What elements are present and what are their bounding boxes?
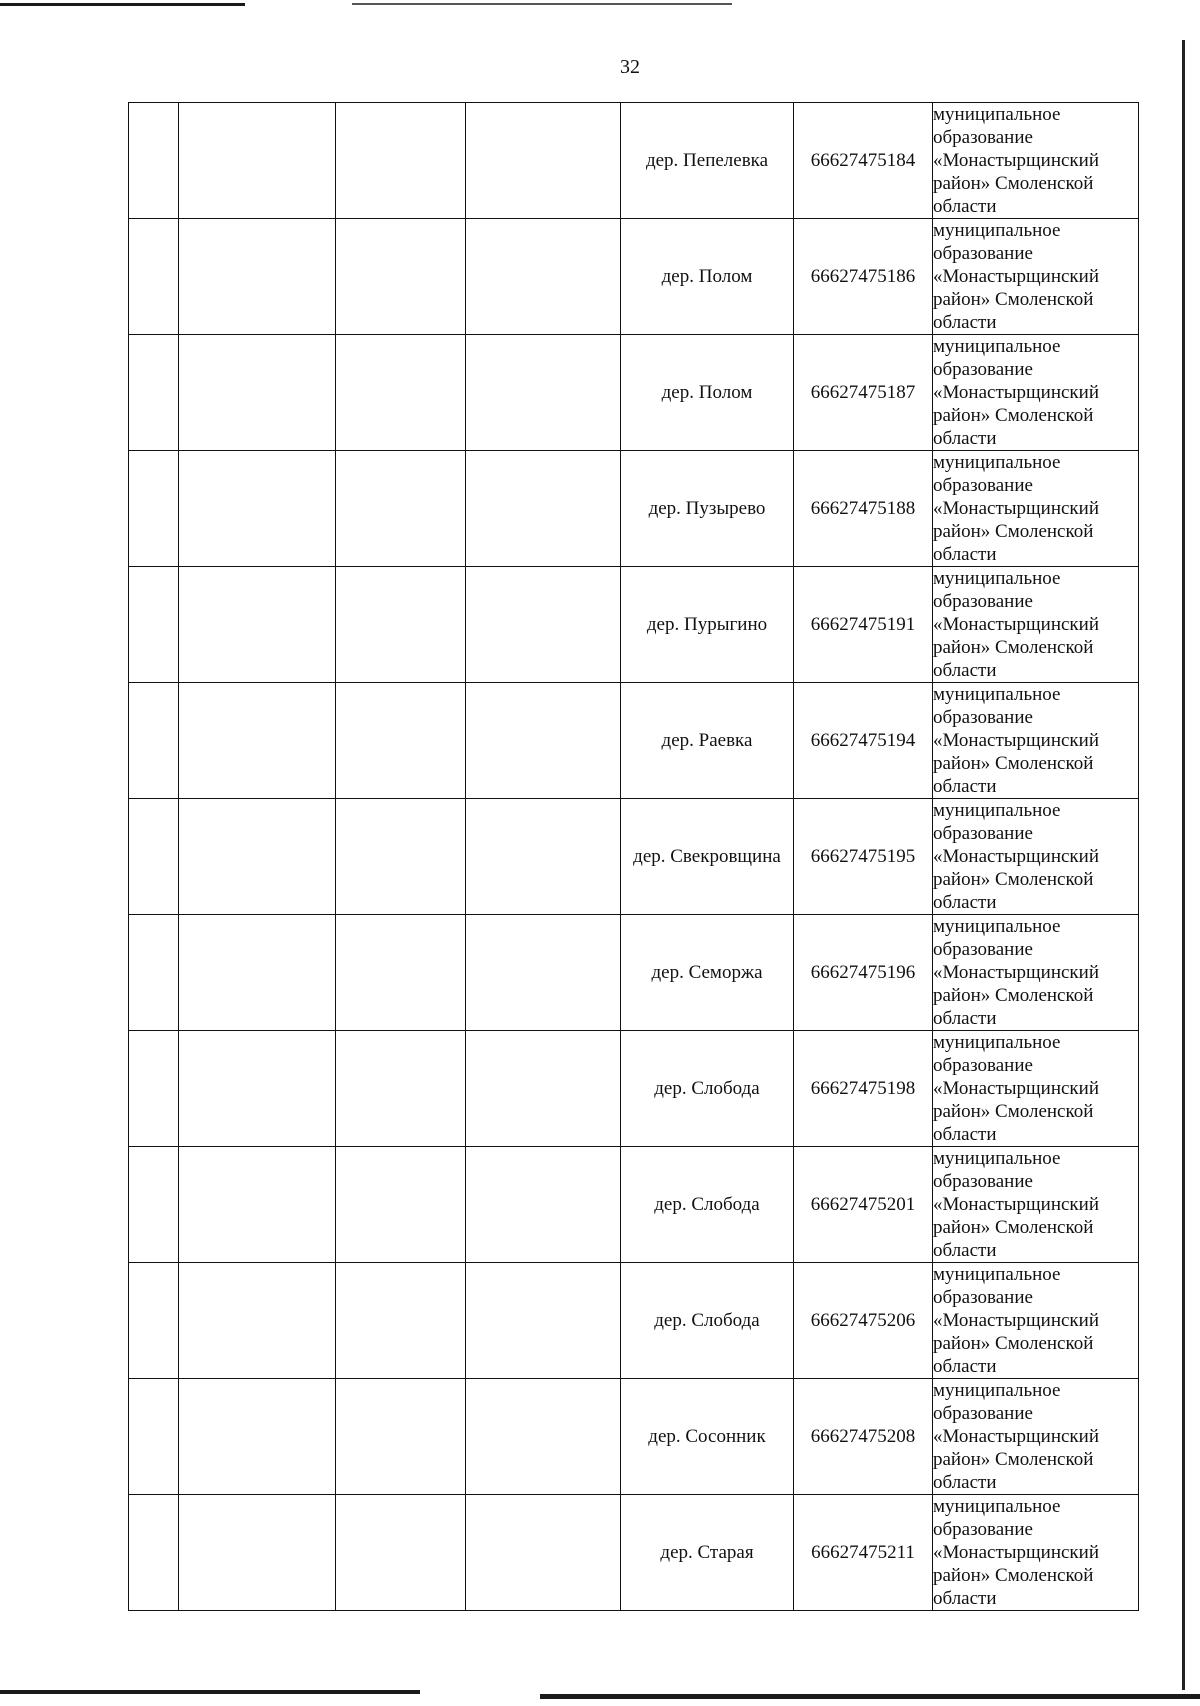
scan-artifact-top-left	[0, 3, 245, 6]
empty-cell	[179, 1147, 336, 1263]
municipal-entity-cell: муниципальное образование «Монастырщинский район» Смоленской области	[933, 799, 1139, 915]
empty-cell	[129, 1147, 179, 1263]
empty-cell	[466, 219, 621, 335]
empty-cell	[466, 567, 621, 683]
empty-cell	[129, 451, 179, 567]
empty-cell	[129, 1031, 179, 1147]
table-row	[129, 451, 1139, 567]
empty-cell	[129, 915, 179, 1031]
empty-cell	[129, 1379, 179, 1495]
table-row	[129, 219, 1139, 335]
empty-cell	[336, 1495, 466, 1611]
table-row	[129, 567, 1139, 683]
oktmo-code-cell: 66627475196	[794, 915, 933, 1031]
municipal-entity-cell: муниципальное образование «Монастырщинский район» Смоленской области	[933, 567, 1139, 683]
oktmo-code-cell: 66627475186	[794, 219, 933, 335]
empty-cell	[179, 567, 336, 683]
settlement-name-cell: дер. Слобода	[621, 1263, 794, 1379]
table-body	[129, 103, 1139, 1611]
empty-cell	[179, 335, 336, 451]
empty-cell	[179, 1379, 336, 1495]
municipal-entity-cell: муниципальное образование «Монастырщинский район» Смоленской области	[933, 1147, 1139, 1263]
empty-cell	[336, 1147, 466, 1263]
empty-cell	[466, 1495, 621, 1611]
scan-artifact-bottom-left	[0, 1690, 420, 1694]
empty-cell	[466, 915, 621, 1031]
oktmo-code-cell: 66627475208	[794, 1379, 933, 1495]
empty-cell	[336, 1263, 466, 1379]
oktmo-code-cell: 66627475191	[794, 567, 933, 683]
empty-cell	[466, 103, 621, 219]
municipal-entity-cell: муниципальное образование «Монастырщинский район» Смоленской области	[933, 1263, 1139, 1379]
oktmo-code-cell: 66627475184	[794, 103, 933, 219]
empty-cell	[466, 1379, 621, 1495]
table-row	[129, 103, 1139, 219]
municipal-entity-cell: муниципальное образование «Монастырщинский район» Смоленской области	[933, 1031, 1139, 1147]
empty-cell	[466, 683, 621, 799]
empty-cell	[336, 915, 466, 1031]
table-row	[129, 335, 1139, 451]
oktmo-code-cell: 66627475188	[794, 451, 933, 567]
empty-cell	[129, 103, 179, 219]
empty-cell	[336, 103, 466, 219]
table-row	[129, 1495, 1139, 1611]
oktmo-code-cell: 66627475194	[794, 683, 933, 799]
empty-cell	[179, 1495, 336, 1611]
settlement-name-cell: дер. Раевка	[621, 683, 794, 799]
oktmo-code-cell: 66627475206	[794, 1263, 933, 1379]
oktmo-code-cell: 66627475211	[794, 1495, 933, 1611]
settlement-name-cell: дер. Полом	[621, 219, 794, 335]
table-row	[129, 1147, 1139, 1263]
municipal-entity-cell: муниципальное образование «Монастырщинский район» Смоленской области	[933, 219, 1139, 335]
settlement-name-cell: дер. Свекровщина	[621, 799, 794, 915]
municipal-entity-cell: муниципальное образование «Монастырщинский район» Смоленской области	[933, 1495, 1139, 1611]
scan-artifact-bottom-right	[540, 1694, 1200, 1699]
settlement-name-cell: дер. Слобода	[621, 1031, 794, 1147]
settlements-table	[128, 102, 1139, 1611]
empty-cell	[179, 103, 336, 219]
empty-cell	[466, 1031, 621, 1147]
empty-cell	[336, 1379, 466, 1495]
empty-cell	[179, 451, 336, 567]
settlement-name-cell: дер. Пепелевка	[621, 103, 794, 219]
oktmo-code-cell: 66627475195	[794, 799, 933, 915]
empty-cell	[129, 335, 179, 451]
empty-cell	[129, 219, 179, 335]
table-row	[129, 915, 1139, 1031]
table-row	[129, 799, 1139, 915]
oktmo-code-cell: 66627475187	[794, 335, 933, 451]
empty-cell	[129, 1495, 179, 1611]
empty-cell	[336, 335, 466, 451]
empty-cell	[466, 1147, 621, 1263]
empty-cell	[179, 219, 336, 335]
settlement-name-cell: дер. Семоржа	[621, 915, 794, 1031]
empty-cell	[179, 1031, 336, 1147]
settlement-name-cell: дер. Пурыгино	[621, 567, 794, 683]
empty-cell	[179, 799, 336, 915]
settlement-name-cell: дер. Старая	[621, 1495, 794, 1611]
empty-cell	[336, 683, 466, 799]
page-number: 32	[620, 56, 640, 78]
oktmo-code-cell: 66627475198	[794, 1031, 933, 1147]
table-row	[129, 1031, 1139, 1147]
settlement-name-cell: дер. Слобода	[621, 1147, 794, 1263]
oktmo-code-cell: 66627475201	[794, 1147, 933, 1263]
empty-cell	[129, 567, 179, 683]
empty-cell	[179, 1263, 336, 1379]
empty-cell	[129, 799, 179, 915]
table-row	[129, 1379, 1139, 1495]
empty-cell	[336, 799, 466, 915]
empty-cell	[179, 915, 336, 1031]
municipal-entity-cell: муниципальное образование «Монастырщинский район» Смоленской области	[933, 683, 1139, 799]
empty-cell	[336, 1031, 466, 1147]
empty-cell	[129, 1263, 179, 1379]
table-row	[129, 683, 1139, 799]
settlement-name-cell: дер. Пузырево	[621, 451, 794, 567]
empty-cell	[466, 799, 621, 915]
municipal-entity-cell: муниципальное образование «Монастырщинский район» Смоленской области	[933, 1379, 1139, 1495]
municipal-entity-cell: муниципальное образование «Монастырщинский район» Смоленской области	[933, 103, 1139, 219]
municipal-entity-cell: муниципальное образование «Монастырщинский район» Смоленской области	[933, 451, 1139, 567]
empty-cell	[179, 683, 336, 799]
municipal-entity-cell: муниципальное образование «Монастырщинский район» Смоленской области	[933, 335, 1139, 451]
empty-cell	[466, 1263, 621, 1379]
municipal-entity-cell: муниципальное образование «Монастырщинский район» Смоленской области	[933, 915, 1139, 1031]
empty-cell	[466, 451, 621, 567]
settlement-name-cell: дер. Полом	[621, 335, 794, 451]
settlement-name-cell: дер. Сосонник	[621, 1379, 794, 1495]
scan-artifact-right-edge	[1182, 40, 1185, 1690]
table-row	[129, 1263, 1139, 1379]
empty-cell	[336, 451, 466, 567]
empty-cell	[336, 219, 466, 335]
empty-cell	[129, 683, 179, 799]
empty-cell	[466, 335, 621, 451]
scan-artifact-top-middle	[352, 3, 732, 5]
empty-cell	[336, 567, 466, 683]
